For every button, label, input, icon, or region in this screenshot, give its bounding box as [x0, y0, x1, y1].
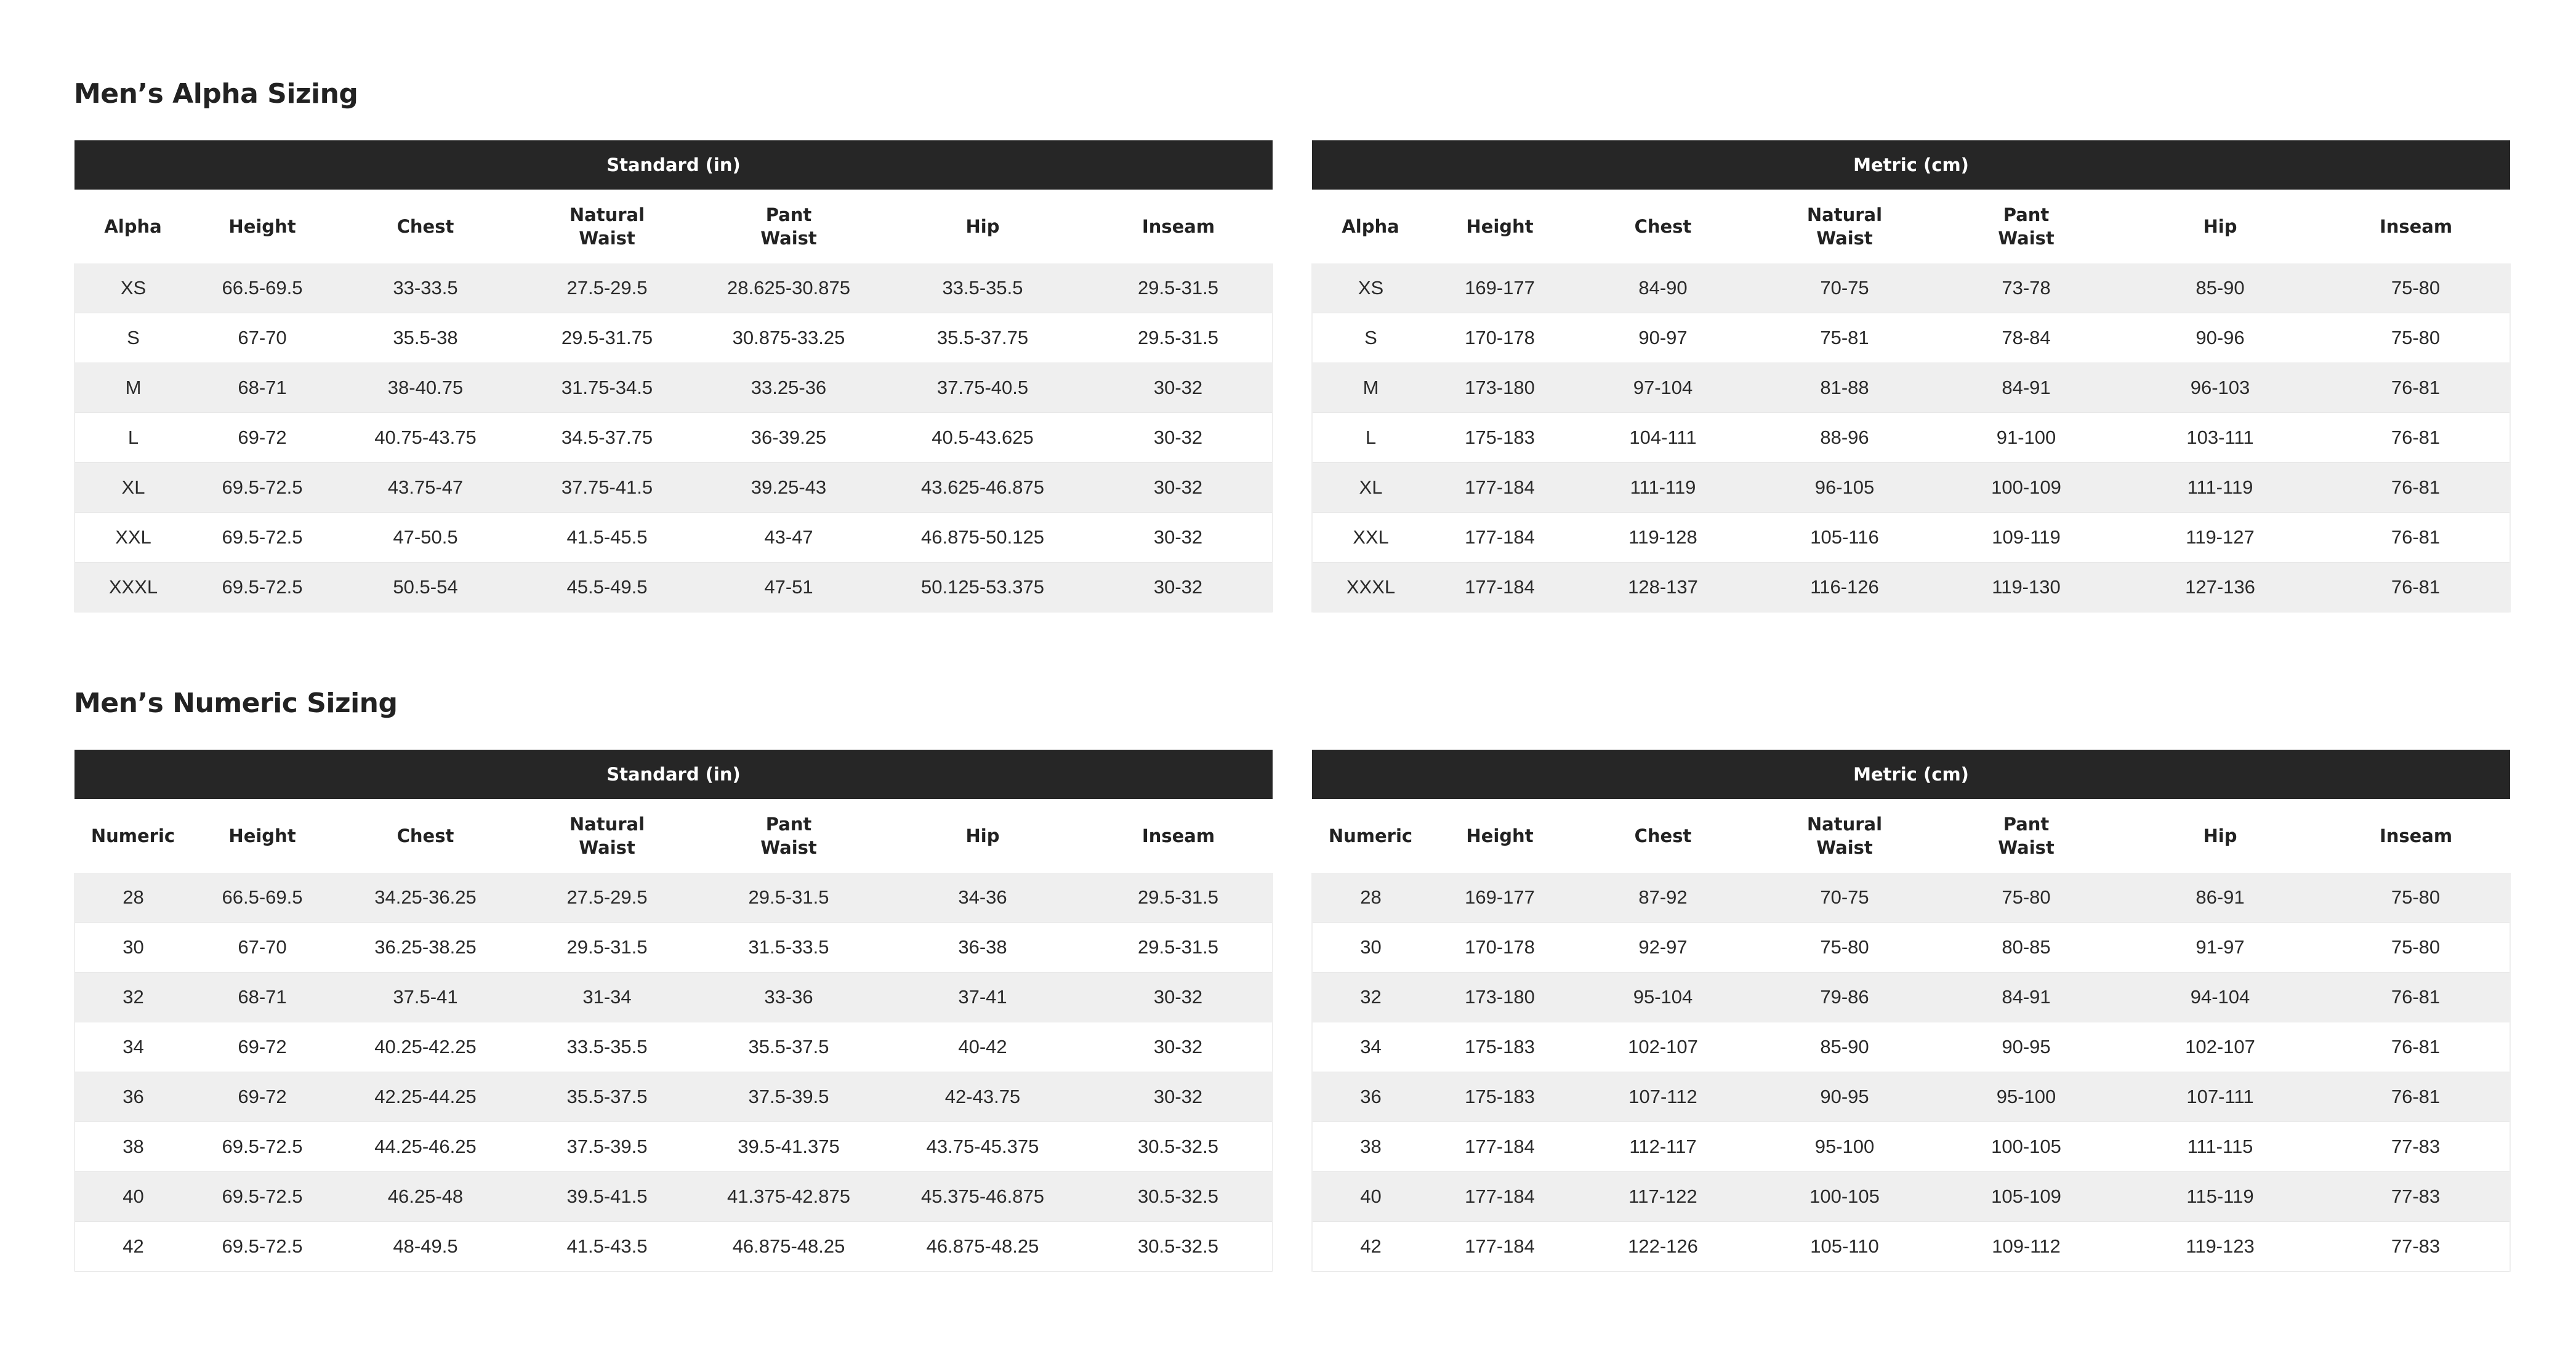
size-table	[1311, 750, 2511, 1272]
table-cell: 97-104	[1571, 363, 1755, 413]
table-cell: 29.5-31.5	[1084, 923, 1273, 973]
table-cell: 41.5-45.5	[518, 513, 696, 563]
column-header: Hip	[881, 190, 1084, 263]
table-cell: XXL	[74, 513, 191, 563]
table-row	[74, 923, 1273, 973]
table-cell: 40.5-43.625	[881, 413, 1084, 463]
table-cell: 37.5-41	[333, 973, 518, 1022]
table-cell: 75-80	[2322, 923, 2510, 973]
table-cell: 45.5-49.5	[518, 563, 696, 612]
table-cell: 87-92	[1571, 873, 1755, 923]
table-cell: M	[74, 363, 191, 413]
table-row	[74, 313, 1273, 363]
table-cell: 169-177	[1429, 873, 1571, 923]
table-cell: 30.5-32.5	[1084, 1222, 1273, 1272]
table-cell: 173-180	[1429, 363, 1571, 413]
table-cell: 115-119	[2119, 1172, 2322, 1222]
table-cell: 30.5-32.5	[1084, 1172, 1273, 1222]
table-cell: 37.5-39.5	[696, 1072, 881, 1122]
section-title: Men’s Numeric Sizing	[74, 688, 398, 719]
table-cell: 78-84	[1934, 313, 2119, 363]
table-cell: 30-32	[1084, 463, 1273, 513]
table-cell: 43.75-45.375	[881, 1122, 1084, 1172]
table-cell: 29.5-31.5	[696, 873, 881, 923]
table-cell: 40	[74, 1172, 191, 1222]
table-cell: 39.25-43	[696, 463, 881, 513]
table-group-header: Metric (cm)	[1312, 140, 2510, 190]
table-cell: 30-32	[1084, 363, 1273, 413]
table-row	[74, 873, 1273, 923]
column-header: Height	[1429, 190, 1571, 263]
table-cell: 107-112	[1571, 1072, 1755, 1122]
table-cell: 90-96	[2119, 313, 2322, 363]
table-cell: 86-91	[2119, 873, 2322, 923]
table-cell: 91-100	[1934, 413, 2119, 463]
table-cell: 80-85	[1934, 923, 2119, 973]
table-cell: 75-80	[1934, 873, 2119, 923]
column-header: Natural Waist	[518, 799, 696, 873]
table-cell: 128-137	[1571, 563, 1755, 612]
table-cell: 39.5-41.375	[696, 1122, 881, 1172]
table-cell: 40-42	[881, 1022, 1084, 1072]
column-header: Inseam	[2322, 799, 2510, 873]
table-cell: 33.5-35.5	[518, 1022, 696, 1072]
table-cell: 69.5-72.5	[191, 1222, 333, 1272]
table-cell: 75-80	[2322, 313, 2510, 363]
table-cell: XL	[74, 463, 191, 513]
table-cell: 75-80	[1755, 923, 1934, 973]
table-cell: 27.5-29.5	[518, 263, 696, 313]
table-cell: XXXL	[1312, 563, 1429, 612]
table-cell: 30-32	[1084, 513, 1273, 563]
table-cell: XXL	[1312, 513, 1429, 563]
column-header: Natural Waist	[518, 190, 696, 263]
table-cell: 48-49.5	[333, 1222, 518, 1272]
table-row	[1312, 973, 2510, 1022]
table-cell: 119-130	[1934, 563, 2119, 612]
numeric-sizing-section	[74, 677, 2510, 1257]
column-header: Pant Waist	[696, 799, 881, 873]
table-cell: 90-95	[1934, 1022, 2119, 1072]
table-cell: 73-78	[1934, 263, 2119, 313]
table-cell: 76-81	[2322, 563, 2510, 612]
size-table	[74, 140, 1273, 612]
table-cell: 103-111	[2119, 413, 2322, 463]
table-cell: 88-96	[1755, 413, 1934, 463]
table-cell: 67-70	[191, 313, 333, 363]
table-cell: 77-83	[2322, 1222, 2510, 1272]
table-row	[1312, 1172, 2510, 1222]
table-cell: 42-43.75	[881, 1072, 1084, 1122]
table-cell: 68-71	[191, 973, 333, 1022]
table-cell: 28	[1312, 873, 1429, 923]
table-cell: 175-183	[1429, 1072, 1571, 1122]
table-cell: 102-107	[1571, 1022, 1755, 1072]
table-cell: 41.5-43.5	[518, 1222, 696, 1272]
column-header: Pant Waist	[1934, 190, 2119, 263]
standard-table-wrap	[74, 750, 1272, 1272]
table-cell: 76-81	[2322, 513, 2510, 563]
table-cell: 105-109	[1934, 1172, 2119, 1222]
table-cell: 66.5-69.5	[191, 263, 333, 313]
table-cell: 29.5-31.5	[1084, 313, 1273, 363]
table-cell: XL	[1312, 463, 1429, 513]
metric-table-wrap	[1311, 140, 2510, 612]
metric-table-wrap	[1311, 750, 2510, 1272]
table-cell: 43.75-47	[333, 463, 518, 513]
table-cell: XXXL	[74, 563, 191, 612]
table-cell: 30.875-33.25	[696, 313, 881, 363]
table-cell: 40.75-43.75	[333, 413, 518, 463]
table-cell: 76-81	[2322, 413, 2510, 463]
table-cell: 44.25-46.25	[333, 1122, 518, 1172]
table-cell: 30-32	[1084, 563, 1273, 612]
table-cell: 177-184	[1429, 1222, 1571, 1272]
table-cell: 177-184	[1429, 513, 1571, 563]
column-header: Chest	[1571, 799, 1755, 873]
table-cell: 69-72	[191, 1022, 333, 1072]
table-cell: 107-111	[2119, 1072, 2322, 1122]
table-cell: 30-32	[1084, 1022, 1273, 1072]
table-row	[1312, 1022, 2510, 1072]
column-header: Chest	[333, 190, 518, 263]
column-header-row	[74, 799, 1273, 873]
table-cell: 111-119	[1571, 463, 1755, 513]
table-cell: 34.5-37.75	[518, 413, 696, 463]
table-cell: 175-183	[1429, 413, 1571, 463]
table-cell: 34.25-36.25	[333, 873, 518, 923]
table-row	[74, 1022, 1273, 1072]
table-cell: 85-90	[1755, 1022, 1934, 1072]
column-header: Height	[191, 190, 333, 263]
table-cell: 36	[74, 1072, 191, 1122]
table-row	[1312, 563, 2510, 612]
alpha-sizing-section	[74, 68, 2510, 598]
table-cell: 104-111	[1571, 413, 1755, 463]
table-cell: 84-91	[1934, 363, 2119, 413]
table-cell: 112-117	[1571, 1122, 1755, 1172]
table-cell: 100-109	[1934, 463, 2119, 513]
table-cell: 28.625-30.875	[696, 263, 881, 313]
table-cell: 77-83	[2322, 1172, 2510, 1222]
table-cell: 46.875-48.25	[881, 1222, 1084, 1272]
table-cell: 33-33.5	[333, 263, 518, 313]
table-cell: 102-107	[2119, 1022, 2322, 1072]
table-cell: 79-86	[1755, 973, 1934, 1022]
table-row	[1312, 1072, 2510, 1122]
table-cell: 28	[74, 873, 191, 923]
table-cell: S	[74, 313, 191, 363]
table-cell: 31-34	[518, 973, 696, 1022]
table-cell: 30	[74, 923, 191, 973]
column-header: Pant Waist	[1934, 799, 2119, 873]
table-cell: L	[74, 413, 191, 463]
table-cell: 32	[74, 973, 191, 1022]
table-cell: 30	[1312, 923, 1429, 973]
table-cell: 69.5-72.5	[191, 563, 333, 612]
table-cell: 69-72	[191, 1072, 333, 1122]
table-cell: 67-70	[191, 923, 333, 973]
table-row	[74, 363, 1273, 413]
column-header-row	[74, 190, 1273, 263]
column-header-row	[1312, 799, 2510, 873]
table-cell: 41.375-42.875	[696, 1172, 881, 1222]
table-cell: 109-112	[1934, 1222, 2119, 1272]
table-cell: 37.75-41.5	[518, 463, 696, 513]
table-row	[74, 1172, 1273, 1222]
table-cell: 69.5-72.5	[191, 463, 333, 513]
table-cell: 66.5-69.5	[191, 873, 333, 923]
table-cell: 46.875-50.125	[881, 513, 1084, 563]
table-cell: 177-184	[1429, 563, 1571, 612]
table-cell: 111-119	[2119, 463, 2322, 513]
table-cell: 77-83	[2322, 1122, 2510, 1172]
table-cell: 47-51	[696, 563, 881, 612]
table-cell: 81-88	[1755, 363, 1934, 413]
table-cell: 30-32	[1084, 413, 1273, 463]
table-cell: 105-116	[1755, 513, 1934, 563]
column-header: Alpha	[1312, 190, 1429, 263]
table-row	[74, 263, 1273, 313]
table-cell: 29.5-31.5	[1084, 263, 1273, 313]
size-table	[1311, 140, 2511, 612]
column-header: Natural Waist	[1755, 190, 1934, 263]
column-header: Chest	[333, 799, 518, 873]
column-header: Hip	[2119, 799, 2322, 873]
table-cell: 94-104	[2119, 973, 2322, 1022]
table-cell: 46.25-48	[333, 1172, 518, 1222]
table-cell: 75-80	[2322, 873, 2510, 923]
table-cell: 32	[1312, 973, 1429, 1022]
table-row	[74, 463, 1273, 513]
table-cell: M	[1312, 363, 1429, 413]
table-cell: 122-126	[1571, 1222, 1755, 1272]
table-cell: 34	[74, 1022, 191, 1072]
table-group-header: Metric (cm)	[1312, 750, 2510, 799]
table-cell: 169-177	[1429, 263, 1571, 313]
table-cell: 31.5-33.5	[696, 923, 881, 973]
table-cell: 119-128	[1571, 513, 1755, 563]
column-header: Height	[1429, 799, 1571, 873]
size-table	[74, 750, 1273, 1272]
table-cell: 91-97	[2119, 923, 2322, 973]
table-cell: 85-90	[2119, 263, 2322, 313]
table-cell: 76-81	[2322, 1022, 2510, 1072]
table-cell: 47-50.5	[333, 513, 518, 563]
table-cell: 177-184	[1429, 463, 1571, 513]
table-cell: 76-81	[2322, 1072, 2510, 1122]
table-group-header: Standard (in)	[74, 750, 1273, 799]
table-cell: 95-100	[1934, 1072, 2119, 1122]
table-row	[1312, 463, 2510, 513]
table-cell: 38-40.75	[333, 363, 518, 413]
table-row	[1312, 923, 2510, 973]
table-cell: 70-75	[1755, 873, 1934, 923]
table-cell: 70-75	[1755, 263, 1934, 313]
table-cell: 29.5-31.5	[1084, 873, 1273, 923]
table-cell: 30-32	[1084, 1072, 1273, 1122]
column-header: Numeric	[1312, 799, 1429, 873]
table-cell: 34	[1312, 1022, 1429, 1072]
table-cell: 33.5-35.5	[881, 263, 1084, 313]
column-header: Chest	[1571, 190, 1755, 263]
table-row	[74, 1222, 1273, 1272]
table-cell: XS	[74, 263, 191, 313]
table-cell: 37-41	[881, 973, 1084, 1022]
table-cell: 50.125-53.375	[881, 563, 1084, 612]
table-cell: 90-97	[1571, 313, 1755, 363]
table-cell: 109-119	[1934, 513, 2119, 563]
table-cell: 40.25-42.25	[333, 1022, 518, 1072]
table-cell: 29.5-31.75	[518, 313, 696, 363]
table-cell: 175-183	[1429, 1022, 1571, 1072]
column-header: Hip	[881, 799, 1084, 873]
table-cell: 37.75-40.5	[881, 363, 1084, 413]
table-cell: 45.375-46.875	[881, 1172, 1084, 1222]
table-cell: 68-71	[191, 363, 333, 413]
table-cell: 69.5-72.5	[191, 1172, 333, 1222]
column-header: Natural Waist	[1755, 799, 1934, 873]
table-row	[1312, 873, 2510, 923]
table-cell: 43.625-46.875	[881, 463, 1084, 513]
table-cell: 35.5-37.5	[696, 1022, 881, 1072]
table-cell: 119-123	[2119, 1222, 2322, 1272]
table-cell: 76-81	[2322, 973, 2510, 1022]
table-cell: 33-36	[696, 973, 881, 1022]
table-row	[74, 413, 1273, 463]
table-cell: 30-32	[1084, 973, 1273, 1022]
table-cell: 36	[1312, 1072, 1429, 1122]
table-row	[1312, 363, 2510, 413]
table-row	[74, 1122, 1273, 1172]
table-cell: 119-127	[2119, 513, 2322, 563]
table-cell: 75-80	[2322, 263, 2510, 313]
table-row	[1312, 263, 2510, 313]
table-cell: 50.5-54	[333, 563, 518, 612]
table-cell: 35.5-37.75	[881, 313, 1084, 363]
table-cell: 38	[74, 1122, 191, 1172]
table-cell: 173-180	[1429, 973, 1571, 1022]
table-cell: 27.5-29.5	[518, 873, 696, 923]
table-cell: 75-81	[1755, 313, 1934, 363]
table-cell: 31.75-34.5	[518, 363, 696, 413]
table-cell: 100-105	[1934, 1122, 2119, 1172]
table-cell: S	[1312, 313, 1429, 363]
column-header: Numeric	[74, 799, 191, 873]
table-row	[74, 563, 1273, 612]
table-cell: 43-47	[696, 513, 881, 563]
column-header: Height	[191, 799, 333, 873]
column-header-row	[1312, 190, 2510, 263]
table-cell: 40	[1312, 1172, 1429, 1222]
table-cell: 36-38	[881, 923, 1084, 973]
table-cell: 29.5-31.5	[518, 923, 696, 973]
table-row	[74, 513, 1273, 563]
table-row	[1312, 513, 2510, 563]
table-cell: 42	[1312, 1222, 1429, 1272]
table-cell: 170-178	[1429, 313, 1571, 363]
table-cell: 37.5-39.5	[518, 1122, 696, 1172]
table-cell: 38	[1312, 1122, 1429, 1172]
table-cell: 111-115	[2119, 1122, 2322, 1172]
table-cell: 36-39.25	[696, 413, 881, 463]
table-cell: 30.5-32.5	[1084, 1122, 1273, 1172]
table-row	[1312, 413, 2510, 463]
table-cell: 96-103	[2119, 363, 2322, 413]
table-row	[1312, 313, 2510, 363]
table-cell: 84-91	[1934, 973, 2119, 1022]
section-title: Men’s Alpha Sizing	[74, 78, 358, 110]
table-cell: 33.25-36	[696, 363, 881, 413]
table-cell: 95-100	[1755, 1122, 1934, 1172]
table-cell: 69.5-72.5	[191, 513, 333, 563]
table-cell: 34-36	[881, 873, 1084, 923]
table-cell: 84-90	[1571, 263, 1755, 313]
table-group-header: Standard (in)	[74, 140, 1273, 190]
column-header: Inseam	[2322, 190, 2510, 263]
table-cell: 69.5-72.5	[191, 1122, 333, 1172]
column-header: Hip	[2119, 190, 2322, 263]
table-cell: 35.5-38	[333, 313, 518, 363]
table-cell: 35.5-37.5	[518, 1072, 696, 1122]
table-cell: XS	[1312, 263, 1429, 313]
table-row	[1312, 1122, 2510, 1172]
table-cell: 76-81	[2322, 463, 2510, 513]
table-cell: 170-178	[1429, 923, 1571, 973]
table-row	[1312, 1222, 2510, 1272]
standard-table-wrap	[74, 140, 1272, 612]
table-cell: 105-110	[1755, 1222, 1934, 1272]
column-header: Inseam	[1084, 190, 1273, 263]
table-cell: 36.25-38.25	[333, 923, 518, 973]
table-cell: 90-95	[1755, 1072, 1934, 1122]
table-cell: 96-105	[1755, 463, 1934, 513]
table-cell: 42.25-44.25	[333, 1072, 518, 1122]
column-header: Alpha	[74, 190, 191, 263]
table-cell: 100-105	[1755, 1172, 1934, 1222]
table-cell: 46.875-48.25	[696, 1222, 881, 1272]
table-cell: 117-122	[1571, 1172, 1755, 1222]
table-cell: 42	[74, 1222, 191, 1272]
table-cell: 92-97	[1571, 923, 1755, 973]
table-cell: 39.5-41.5	[518, 1172, 696, 1222]
table-cell: 116-126	[1755, 563, 1934, 612]
table-cell: 76-81	[2322, 363, 2510, 413]
table-cell: 177-184	[1429, 1172, 1571, 1222]
column-header: Inseam	[1084, 799, 1273, 873]
table-row	[74, 1072, 1273, 1122]
column-header: Pant Waist	[696, 190, 881, 263]
table-cell: 177-184	[1429, 1122, 1571, 1172]
table-cell: 95-104	[1571, 973, 1755, 1022]
table-cell: L	[1312, 413, 1429, 463]
table-row	[74, 973, 1273, 1022]
table-cell: 69-72	[191, 413, 333, 463]
table-cell: 127-136	[2119, 563, 2322, 612]
